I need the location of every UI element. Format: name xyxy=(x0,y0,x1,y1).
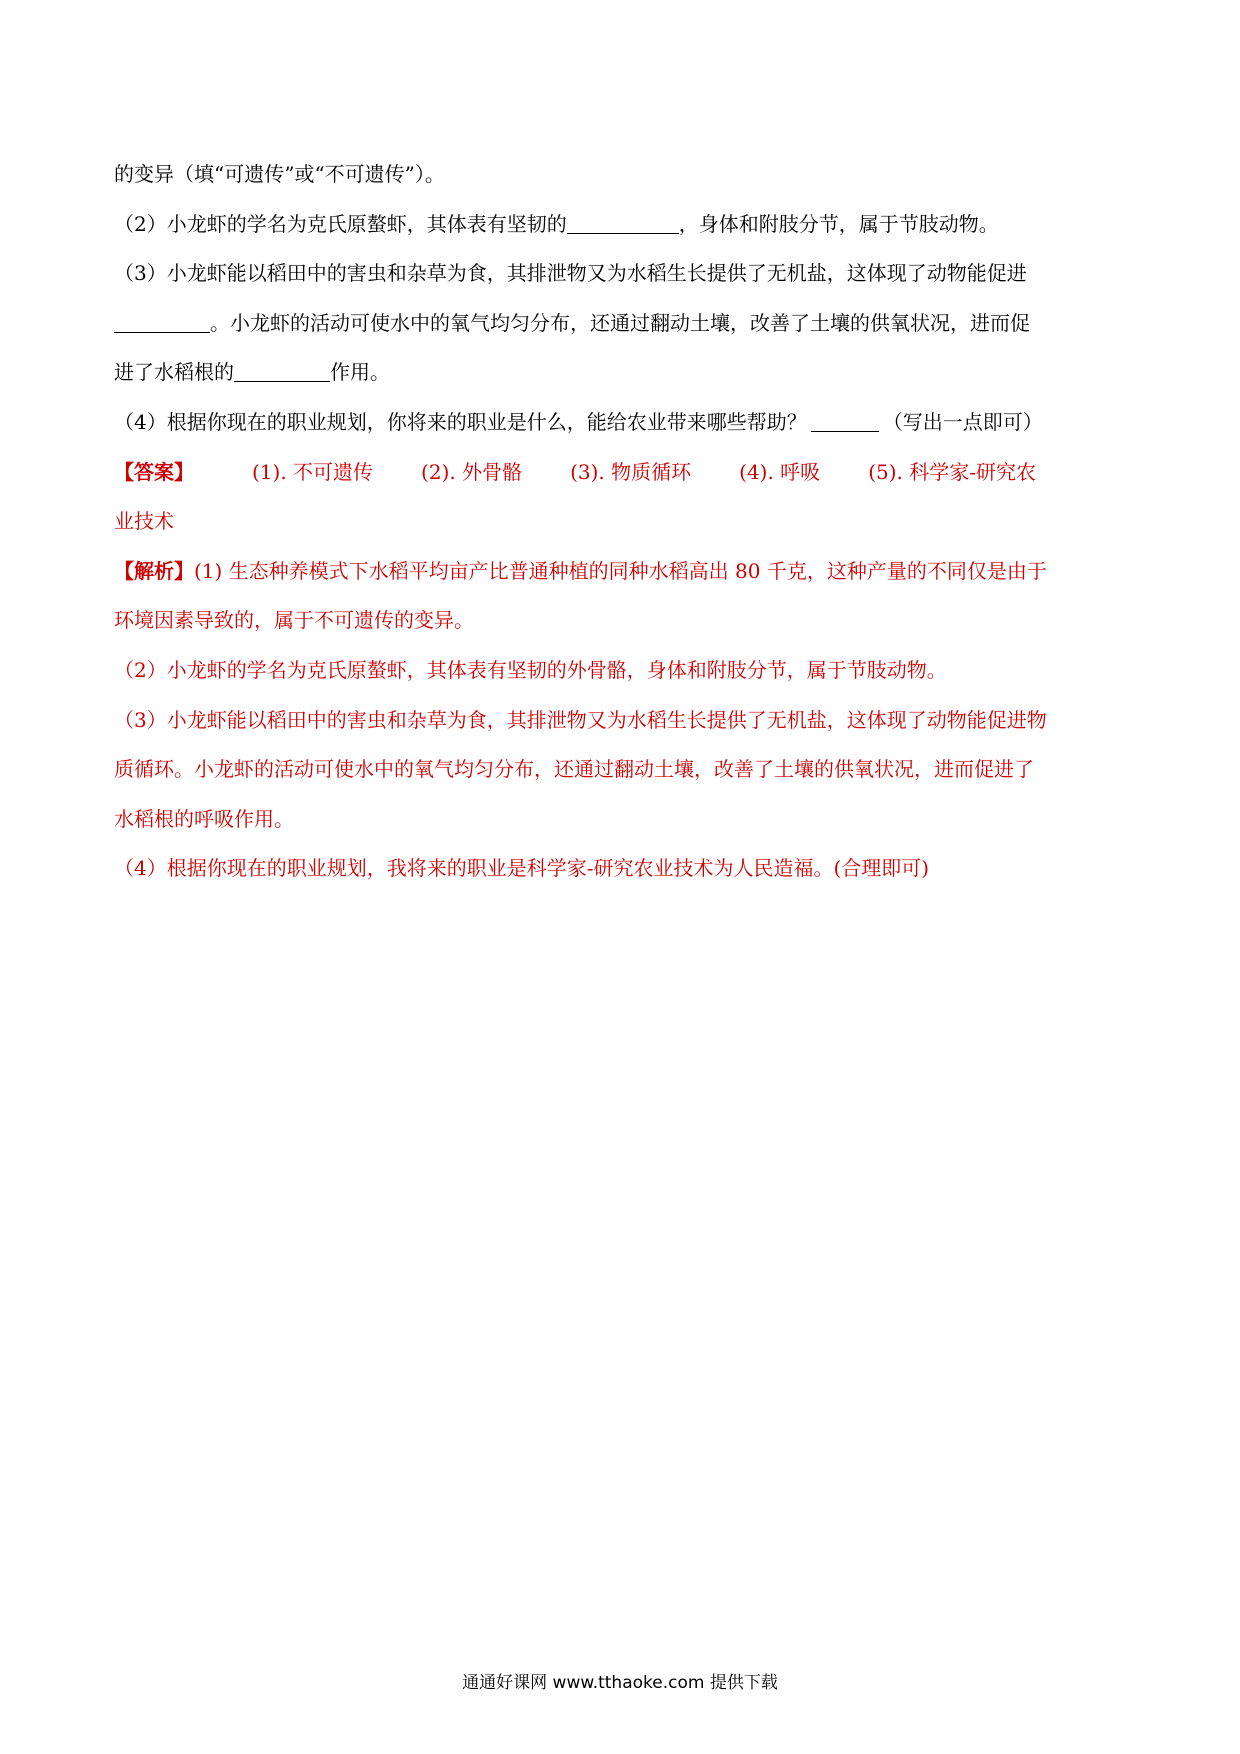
answer-item: (5). 科学家-研究农 xyxy=(868,459,1036,484)
question-2-text-after: ，身体和附肢分节，属于节肢动物。 xyxy=(678,211,999,236)
question-3-line-3-after: 作用。 xyxy=(330,360,390,385)
question-4-blank xyxy=(811,411,879,432)
page-footer: 通通好课网 www.tthaoke.com 提供下载 xyxy=(462,1673,778,1693)
analysis-paragraph-1-line-1 xyxy=(114,547,1134,597)
answer-item: (4). 呼吸 xyxy=(739,459,821,484)
answer-label: 【答案】 xyxy=(114,459,194,484)
question-4-text-before: （4）根据你现在的职业规划，你将来的职业是什么，能给农业带来哪些帮助？ xyxy=(114,409,807,434)
question-3-blank-2 xyxy=(234,361,330,382)
document-body xyxy=(114,150,1134,894)
question-2-text-before: （2）小龙虾的学名为克氏原螯虾，其体表有坚韧的 xyxy=(114,211,567,236)
analysis-paragraph-3-line-2: 质循环。小龙虾的活动可使水中的氧气均匀分布，还通过翻动土壤，改善了土壤的供氧状况，进而促进了 xyxy=(114,757,1034,782)
question-3-line-2-text: 。小龙虾的活动可使水中的氧气均匀分布，还通过翻动土壤，改善了土壤的供氧状况，进而促 xyxy=(210,310,1030,335)
answer-line xyxy=(114,448,1134,498)
answer-item: (1). 不可遗传 xyxy=(252,459,374,484)
question-line-1: 的变异（填“可遗传”或“不可遗传”）。 xyxy=(114,162,445,186)
question-2 xyxy=(114,200,1134,250)
question-2-blank xyxy=(567,213,679,234)
analysis-p1-text: (1) 生态种养模式下水稻平均亩产比普通种植的同种水稻高出 80 千克，这种产量的不同仅是由于 xyxy=(194,558,1047,583)
analysis-paragraph-2: （2）小龙虾的学名为克氏原螯虾，其体表有坚韧的外骨骼，身体和附肢分节，属于节肢动物。 xyxy=(114,657,947,682)
question-4 xyxy=(114,398,1134,448)
analysis-paragraph-3-line-3: 水稻根的呼吸作用。 xyxy=(114,806,294,831)
question-4-text-after: （写出一点即可） xyxy=(882,409,1043,434)
question-3-line-2 xyxy=(114,299,1134,349)
answer-item: (3). 物质循环 xyxy=(570,459,692,484)
question-3-line-3 xyxy=(114,348,1134,398)
answer-continuation: 业技术 xyxy=(114,509,174,534)
question-3-line-1: （3）小龙虾能以稻田中的害虫和杂草为食，其排泄物又为水稻生长提供了无机盐，这体现了动物能促进 xyxy=(114,261,1027,286)
answer-item: (2). 外骨骼 xyxy=(421,459,523,484)
question-3-blank-1 xyxy=(114,312,210,333)
question-3-line-3-before: 进了水稻根的 xyxy=(114,360,234,385)
analysis-paragraph-3-line-1: （3）小龙虾能以稻田中的害虫和杂草为食，其排泄物又为水稻生长提供了无机盐，这体现了动物能促进物 xyxy=(114,707,1047,732)
analysis-paragraph-4: （4）根据你现在的职业规划，我将来的职业是科学家-研究农业技术为人民造福。(合理即可) xyxy=(114,856,930,881)
analysis-paragraph-1-line-2: 环境因素导致的，属于不可遗传的变异。 xyxy=(114,608,474,633)
analysis-label: 【解析】 xyxy=(114,558,194,583)
